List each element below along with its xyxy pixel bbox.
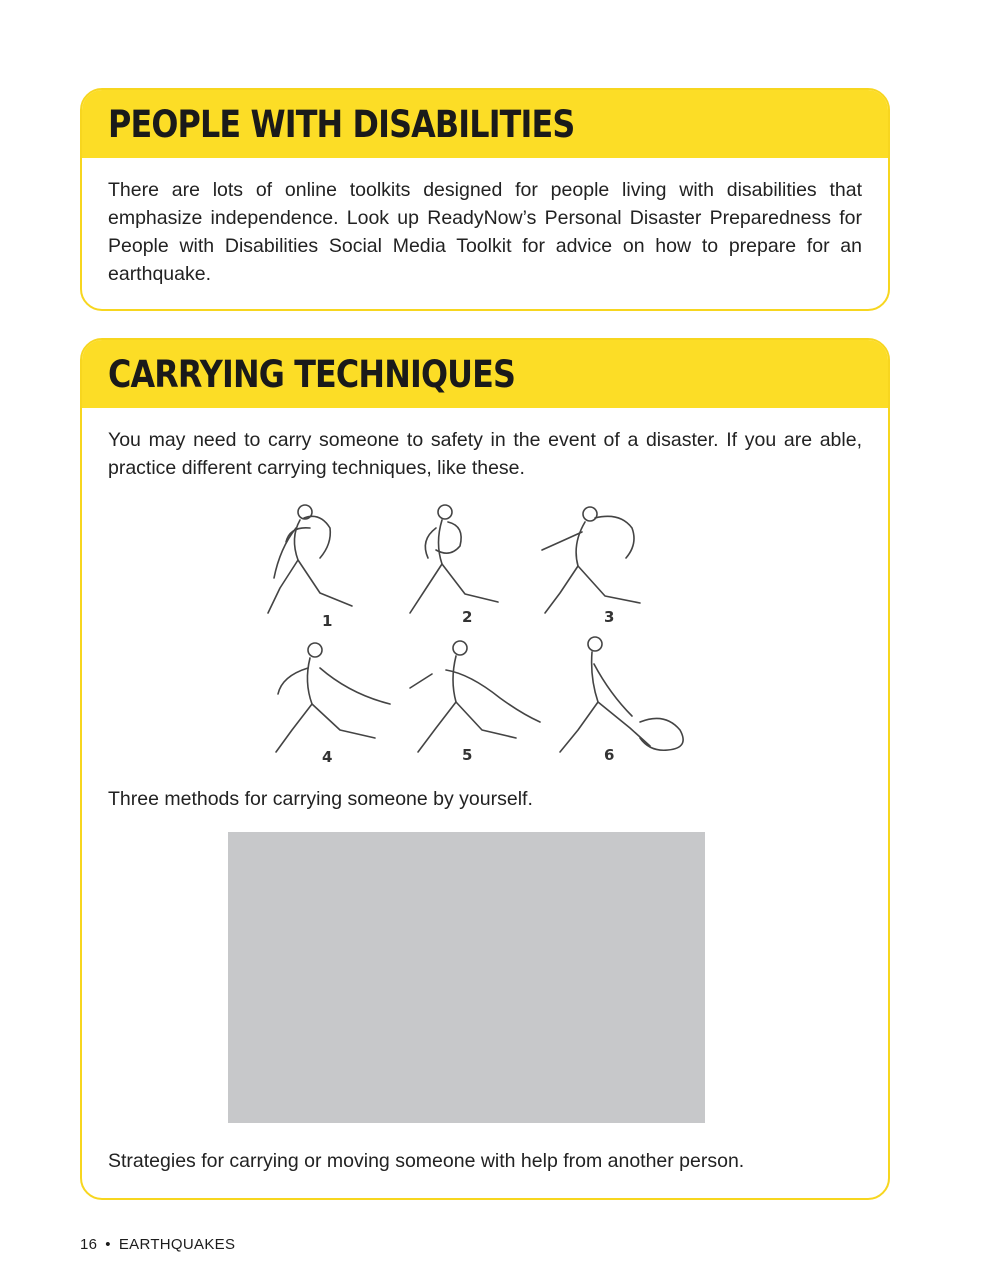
figure-label: 2: [462, 608, 473, 626]
figure-label: 5: [462, 746, 473, 764]
section-header: [82, 340, 888, 408]
footer-separator: •: [105, 1236, 111, 1253]
figure-label: 1: [322, 612, 333, 630]
section-title: CARRYING TECHNIQUES: [108, 352, 516, 396]
figure-label: 6: [604, 746, 615, 764]
section-title: PEOPLE WITH DISABILITIES: [108, 102, 575, 146]
section-body-text: There are lots of online toolkits designed for people living with disabilities that emphasize independence. Look up ReadyNow’s Personal Disaster Preparedness for People with Disabilities Social Media Toolkit for advice on how to prepare for an earthquake.: [108, 179, 862, 285]
figure-label: 3: [604, 608, 615, 626]
figure-label: 4: [322, 748, 333, 766]
disabilities-section: [80, 88, 890, 311]
book-title: EARTHQUAKES: [118, 1236, 236, 1253]
carry-figure-3: [542, 507, 640, 613]
carrying-techniques-illustration: [260, 498, 700, 770]
image-placeholder: [228, 832, 705, 1123]
section-header: [82, 90, 888, 158]
page-number: 16: [80, 1236, 98, 1253]
carry-figure-4: [276, 643, 390, 752]
carry-figure-6: [560, 637, 683, 752]
carry-figure-1: [268, 505, 352, 613]
page-footer: [80, 1236, 235, 1253]
carry-figure-5: [410, 641, 540, 752]
figure-caption: Strategies for carrying or moving someone with help from another person.: [108, 1150, 745, 1172]
figure-caption: Three methods for carrying someone by yourself.: [108, 788, 533, 810]
carry-figure-2: [410, 505, 498, 613]
carrying-techniques-section: [80, 338, 890, 1200]
section-body-text: You may need to carry someone to safety in the event of a disaster. If you are able, practice different carrying techniques, like these.: [108, 429, 862, 479]
